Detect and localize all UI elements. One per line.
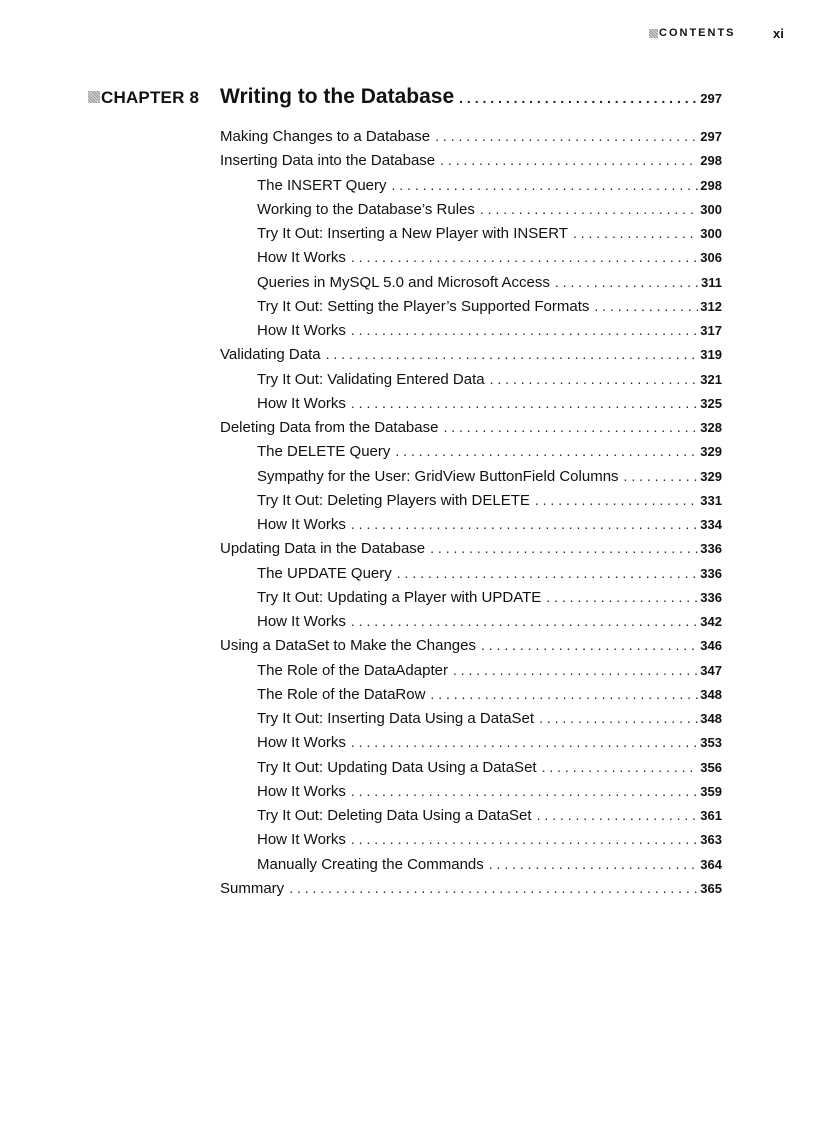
- dot-leader: [430, 126, 698, 146]
- dot-leader: [346, 732, 698, 752]
- toc-entry-page: 334: [700, 517, 722, 532]
- toc-entry[interactable]: [0, 684, 722, 705]
- toc-entry-title: Sympathy for the User: GridView ButtonField Columns: [257, 467, 619, 485]
- dot-leader: [425, 684, 698, 704]
- toc-entry[interactable]: [0, 417, 722, 438]
- toc-entry-title: The DELETE Query: [257, 443, 391, 461]
- chapter-page-number: 297: [700, 91, 722, 106]
- dot-leader: [484, 854, 699, 874]
- dot-leader: [346, 514, 698, 534]
- dot-leader: [346, 320, 698, 340]
- toc-entry[interactable]: [0, 441, 722, 462]
- dot-leader: [346, 829, 698, 849]
- toc-entry[interactable]: [0, 223, 722, 244]
- dot-leader: [321, 344, 699, 364]
- toc-entry[interactable]: [0, 829, 722, 850]
- running-header: [0, 27, 816, 43]
- toc-entry-page: 347: [700, 662, 722, 678]
- toc-entry-page: 356: [700, 759, 722, 775]
- toc-entry[interactable]: [0, 199, 722, 220]
- dot-leader: [448, 660, 698, 680]
- dot-leader: [392, 563, 699, 583]
- toc-entry[interactable]: [0, 247, 722, 268]
- dot-leader: [438, 417, 698, 437]
- toc-entry-page: 306: [700, 250, 722, 266]
- toc-entry-title: The Role of the DataRow: [257, 685, 426, 703]
- toc-entry-title: Try It Out: Inserting Data Using a DataSet: [257, 710, 535, 727]
- toc-entry-title: Using a DataSet to Make the Changes: [220, 637, 476, 655]
- toc-entry-title: The Role of the DataAdapter: [257, 661, 448, 679]
- toc-entry-page: 363: [700, 832, 722, 848]
- toc-entry-page: 331: [700, 492, 722, 508]
- toc-entry[interactable]: [0, 878, 722, 899]
- toc-entry-page: 311: [701, 274, 722, 290]
- toc-entry-title: How It Works: [257, 322, 346, 339]
- toc-entry[interactable]: [0, 344, 722, 365]
- toc-entry-title: Working to the Database’s Rules: [257, 200, 475, 218]
- toc-entry[interactable]: [0, 708, 722, 729]
- toc-entry-title: Summary: [220, 879, 285, 897]
- dot-leader: [435, 150, 698, 170]
- toc-entry[interactable]: [0, 611, 722, 632]
- dot-leader: [390, 441, 698, 461]
- toc-entry-page: 298: [700, 177, 722, 193]
- toc-entry-page: 336: [700, 589, 722, 605]
- dot-leader: [346, 611, 698, 631]
- toc-entry-title: Validating Data: [220, 346, 321, 364]
- toc-entry[interactable]: [0, 805, 722, 826]
- toc-entry-title: How It Works: [257, 516, 346, 533]
- toc-entry[interactable]: [0, 563, 722, 584]
- toc-entry-page: 321: [700, 371, 722, 387]
- dot-leader: [346, 781, 698, 801]
- toc-entry-title: How It Works: [257, 613, 346, 630]
- dot-leader: [534, 708, 698, 728]
- toc-entry-page: 353: [700, 735, 722, 751]
- dot-leader: [387, 175, 699, 195]
- toc-entry[interactable]: [0, 126, 722, 147]
- toc-entry[interactable]: [0, 272, 722, 293]
- dot-leader: [485, 369, 699, 389]
- toc-entry-title: Try It Out: Deleting Data Using a DataSet: [257, 807, 532, 824]
- toc-entry[interactable]: [0, 538, 722, 559]
- chapter-title: Writing to the Database: [220, 85, 455, 108]
- toc-entry-title: Making Changes to a Database: [220, 128, 431, 145]
- dot-leader: [476, 635, 698, 655]
- toc-entry[interactable]: [0, 466, 722, 487]
- section-marker-icon: [649, 29, 658, 38]
- dot-leader: [454, 86, 698, 110]
- dot-leader: [284, 878, 698, 898]
- folio-page-number: xi: [773, 26, 784, 41]
- toc-entry-page: 346: [700, 638, 722, 654]
- toc-entry[interactable]: [0, 635, 722, 656]
- toc-entry[interactable]: [0, 757, 722, 778]
- toc-entry[interactable]: [0, 296, 722, 317]
- dot-leader: [532, 805, 699, 825]
- toc-entry-page: 297: [700, 129, 722, 144]
- toc-entry[interactable]: [0, 514, 722, 535]
- toc-entry-page: 329: [700, 468, 722, 484]
- toc-entry-title: How It Works: [257, 734, 346, 752]
- toc-entry[interactable]: [0, 660, 722, 681]
- toc-entry-page: 359: [700, 783, 722, 799]
- toc-entry-page: 325: [700, 395, 722, 411]
- toc-entry-page: 300: [700, 201, 722, 217]
- toc-entry-title: Try It Out: Validating Entered Data: [257, 370, 485, 388]
- toc-entry[interactable]: [0, 732, 722, 753]
- toc-entry-title: Queries in MySQL 5.0 and Microsoft Access: [257, 273, 550, 291]
- toc-entry-page: 348: [700, 686, 722, 702]
- toc-entry-title: How It Works: [257, 394, 346, 412]
- toc-entry-title: Inserting Data into the Database: [220, 152, 436, 170]
- toc-entry-title: The UPDATE Query: [257, 564, 392, 582]
- dot-leader: [425, 538, 698, 558]
- toc-entry-title: How It Works: [257, 831, 346, 849]
- toc-entry-page: 336: [700, 541, 722, 557]
- dot-leader: [550, 272, 699, 292]
- toc-entry[interactable]: [0, 854, 722, 875]
- toc-entry-page: 312: [700, 298, 722, 314]
- toc-entry-page: 328: [700, 420, 722, 435]
- toc-entry-title: Try It Out: Updating Data Using a DataSet: [257, 758, 537, 776]
- toc-entry-page: 348: [700, 711, 722, 726]
- dot-leader: [568, 223, 698, 243]
- toc-entry-page: 298: [700, 153, 722, 169]
- toc-entry-title: The INSERT Query: [257, 176, 387, 194]
- toc-entry-page: 329: [700, 444, 722, 460]
- toc-entry-page: 336: [700, 565, 722, 581]
- dot-leader: [619, 466, 699, 486]
- dot-leader: [346, 393, 698, 413]
- toc-entry-page: 319: [700, 347, 722, 363]
- toc-entry-title: Try It Out: Inserting a New Player with INSERT: [257, 225, 568, 242]
- dot-leader: [537, 757, 699, 777]
- dot-leader: [541, 587, 698, 607]
- dot-leader: [530, 490, 698, 510]
- dot-leader: [589, 296, 698, 316]
- dot-leader: [346, 247, 698, 267]
- toc-entry-title: Manually Creating the Commands: [257, 855, 484, 873]
- toc-entry-title: How It Works: [257, 782, 346, 800]
- toc-entry-title: Try It Out: Setting the Player’s Supported Formats: [257, 297, 590, 315]
- toc-entry-page: 317: [700, 323, 722, 338]
- toc-entry[interactable]: [0, 150, 722, 171]
- toc-entry-title: Try It Out: Deleting Players with DELETE: [257, 491, 530, 509]
- toc-entry-title: How It Works: [257, 249, 346, 267]
- toc-entry-title: Updating Data in the Database: [220, 540, 426, 558]
- toc-entry-title: Try It Out: Updating a Player with UPDATE: [257, 588, 542, 606]
- toc-entry[interactable]: [0, 175, 722, 196]
- toc-entry[interactable]: [0, 393, 722, 414]
- toc-entry-page: 342: [700, 614, 722, 629]
- chapter-label-text: CHAPTER 8: [101, 88, 200, 107]
- chapter-title-row[interactable]: [0, 85, 722, 111]
- toc-entry-page: 364: [700, 856, 722, 872]
- toc-entry-title: Deleting Data from the Database: [220, 419, 439, 436]
- toc-entry[interactable]: [0, 781, 722, 802]
- running-header-label: CONTENTS: [659, 27, 736, 39]
- toc-entry[interactable]: [0, 587, 722, 608]
- toc-entry[interactable]: [0, 490, 722, 511]
- toc-entry-page: 300: [700, 226, 722, 241]
- dot-leader: [475, 199, 698, 219]
- toc-entry-page: 365: [700, 880, 722, 896]
- toc-entry[interactable]: [0, 320, 722, 341]
- toc-entry[interactable]: [0, 369, 722, 390]
- toc-entry-page: 361: [700, 808, 722, 823]
